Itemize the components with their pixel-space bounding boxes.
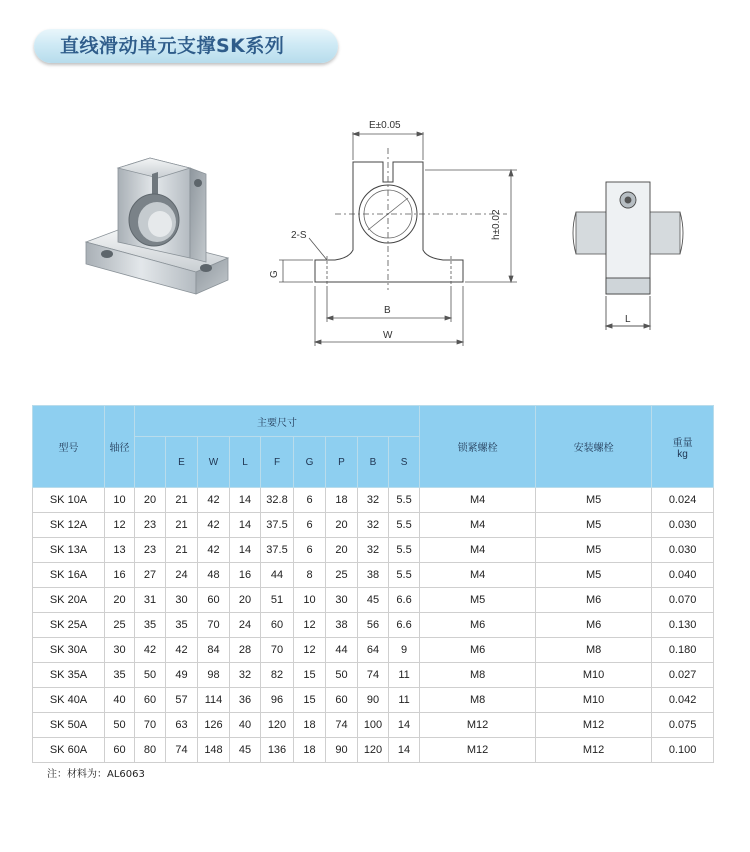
header-shaft: 轴径 — [105, 406, 135, 488]
spec-table-body — [33, 488, 714, 763]
table-cell: 18 — [294, 713, 326, 738]
table-cell: 0.027 — [652, 663, 714, 688]
label-g: G — [269, 270, 280, 278]
header-main-dims: 主要尺寸 — [135, 406, 420, 437]
table-cell: 5.5 — [389, 513, 420, 538]
footnote: 注：材料为：AL6063 — [47, 769, 145, 780]
table-cell: 84 — [198, 638, 230, 663]
table-cell: M4 — [420, 563, 536, 588]
spec-table — [32, 405, 714, 763]
table-cell: 70 — [135, 713, 166, 738]
header-weight — [652, 406, 714, 488]
table-cell: 0.075 — [652, 713, 714, 738]
table-cell: M10 — [536, 663, 652, 688]
table-cell: 35 — [135, 613, 166, 638]
table-cell: M5 — [536, 538, 652, 563]
table-cell: SK 25A — [33, 613, 105, 638]
table-cell: SK 35A — [33, 663, 105, 688]
table-cell: 10 — [294, 588, 326, 613]
table-cell: 9 — [389, 638, 420, 663]
label-h: h±0.02 — [491, 209, 502, 240]
table-row — [33, 563, 714, 588]
table-cell: 32 — [358, 538, 389, 563]
table-cell: 14 — [230, 538, 261, 563]
table-cell: SK 10A — [33, 488, 105, 513]
table-row — [33, 488, 714, 513]
table-cell: 20 — [230, 588, 261, 613]
table-cell: 0.042 — [652, 688, 714, 713]
table-cell: M6 — [420, 638, 536, 663]
table-cell: 70 — [198, 613, 230, 638]
table-cell: 14 — [230, 488, 261, 513]
table-cell: 35 — [166, 613, 198, 638]
table-cell: 0.040 — [652, 563, 714, 588]
table-cell: 10 — [105, 488, 135, 513]
table-cell: 90 — [358, 688, 389, 713]
table-cell: 20 — [135, 488, 166, 513]
table-cell: 74 — [166, 738, 198, 763]
table-cell: 60 — [135, 688, 166, 713]
table-cell: 32 — [358, 513, 389, 538]
header-weight-unit: kg — [677, 448, 688, 460]
table-cell: 18 — [326, 488, 358, 513]
table-cell: M8 — [536, 638, 652, 663]
table-cell: 25 — [326, 563, 358, 588]
page-title: 直线滑动单元支撑SK系列 — [60, 35, 285, 57]
table-cell: 38 — [326, 613, 358, 638]
table-cell: SK 30A — [33, 638, 105, 663]
header-dim-s: S — [389, 437, 420, 488]
table-cell: M10 — [536, 688, 652, 713]
table-cell: 32 — [230, 663, 261, 688]
table-cell: 23 — [135, 538, 166, 563]
header-dim-blank — [135, 437, 166, 488]
table-cell: 120 — [261, 713, 294, 738]
table-row — [33, 713, 714, 738]
table-cell: 31 — [135, 588, 166, 613]
front-view-drawing — [265, 110, 555, 355]
table-cell: 16 — [230, 563, 261, 588]
label-l: L — [625, 314, 631, 325]
table-cell: SK 16A — [33, 563, 105, 588]
table-cell: 32 — [358, 488, 389, 513]
table-cell: 42 — [198, 513, 230, 538]
table-cell: 6 — [294, 513, 326, 538]
table-cell: 44 — [261, 563, 294, 588]
table-cell: 14 — [230, 513, 261, 538]
table-cell: 36 — [230, 688, 261, 713]
table-cell: 57 — [166, 688, 198, 713]
table-cell: 100 — [358, 713, 389, 738]
header-dim-l: L — [230, 437, 261, 488]
table-cell: 5.5 — [389, 538, 420, 563]
table-cell: 96 — [261, 688, 294, 713]
table-cell: M5 — [536, 488, 652, 513]
table-cell: 45 — [358, 588, 389, 613]
table-cell: 20 — [105, 588, 135, 613]
table-cell: 0.180 — [652, 638, 714, 663]
table-cell: 56 — [358, 613, 389, 638]
table-cell: 21 — [166, 488, 198, 513]
label-e: E±0.05 — [369, 120, 401, 131]
table-cell: M4 — [420, 538, 536, 563]
table-cell: M6 — [420, 613, 536, 638]
table-cell: 21 — [166, 538, 198, 563]
table-cell: M12 — [536, 713, 652, 738]
table-cell: 30 — [105, 638, 135, 663]
table-cell: 20 — [326, 538, 358, 563]
table-cell: 0.030 — [652, 538, 714, 563]
table-cell: 42 — [198, 488, 230, 513]
table-cell: 27 — [135, 563, 166, 588]
table-cell: 13 — [105, 538, 135, 563]
table-cell: 50 — [135, 663, 166, 688]
table-cell: 50 — [326, 663, 358, 688]
table-cell: 15 — [294, 663, 326, 688]
table-cell: 5.5 — [389, 488, 420, 513]
table-cell: M4 — [420, 513, 536, 538]
table-cell: M5 — [420, 588, 536, 613]
table-cell: 8 — [294, 563, 326, 588]
table-cell: 18 — [294, 738, 326, 763]
table-cell: 74 — [326, 713, 358, 738]
table-row — [33, 538, 714, 563]
header-lock-bolt: 锁紧螺栓 — [420, 406, 536, 488]
table-cell: 42 — [166, 638, 198, 663]
table-cell: M5 — [536, 513, 652, 538]
table-row — [33, 588, 714, 613]
table-cell: 80 — [135, 738, 166, 763]
table-cell: 12 — [294, 638, 326, 663]
table-cell: 5.5 — [389, 563, 420, 588]
table-cell: M8 — [420, 688, 536, 713]
table-cell: SK 12A — [33, 513, 105, 538]
table-row — [33, 513, 714, 538]
table-cell: M12 — [420, 738, 536, 763]
table-cell: 21 — [166, 513, 198, 538]
table-cell: SK 40A — [33, 688, 105, 713]
table-cell: 98 — [198, 663, 230, 688]
table-cell: 20 — [326, 513, 358, 538]
table-cell: M6 — [536, 588, 652, 613]
header-model: 型号 — [33, 406, 105, 488]
table-cell: 40 — [105, 688, 135, 713]
header-dim-g: G — [294, 437, 326, 488]
header-dim-w: W — [198, 437, 230, 488]
table-row — [33, 638, 714, 663]
table-cell: 82 — [261, 663, 294, 688]
table-cell: 12 — [105, 513, 135, 538]
table-cell: 44 — [326, 638, 358, 663]
table-cell: 120 — [358, 738, 389, 763]
table-row — [33, 663, 714, 688]
header-dim-p: P — [326, 437, 358, 488]
table-cell: 12 — [294, 613, 326, 638]
table-cell: 11 — [389, 663, 420, 688]
table-cell: 32.8 — [261, 488, 294, 513]
table-cell: 60 — [105, 738, 135, 763]
table-cell: 42 — [198, 538, 230, 563]
table-row — [33, 688, 714, 713]
table-cell: 37.5 — [261, 513, 294, 538]
table-cell: 48 — [198, 563, 230, 588]
label-w: W — [383, 330, 393, 341]
table-cell: 16 — [105, 563, 135, 588]
table-cell: 0.030 — [652, 513, 714, 538]
table-cell: M5 — [536, 563, 652, 588]
table-cell: 23 — [135, 513, 166, 538]
table-row — [33, 738, 714, 763]
table-cell: 49 — [166, 663, 198, 688]
label-b: B — [384, 305, 391, 316]
table-cell: 90 — [326, 738, 358, 763]
header-dim-f: F — [261, 437, 294, 488]
table-cell: 11 — [389, 688, 420, 713]
table-cell: 24 — [230, 613, 261, 638]
table-cell: 24 — [166, 563, 198, 588]
header-dim-b: B — [358, 437, 389, 488]
table-cell: 37.5 — [261, 538, 294, 563]
table-cell: 70 — [261, 638, 294, 663]
table-cell: 28 — [230, 638, 261, 663]
table-cell: 14 — [389, 713, 420, 738]
table-cell: 42 — [135, 638, 166, 663]
table-cell: 38 — [358, 563, 389, 588]
table-row — [33, 613, 714, 638]
table-cell: 60 — [261, 613, 294, 638]
table-cell: 14 — [389, 738, 420, 763]
table-cell: 0.100 — [652, 738, 714, 763]
table-cell: SK 50A — [33, 713, 105, 738]
table-cell: 25 — [105, 613, 135, 638]
table-cell: 35 — [105, 663, 135, 688]
table-cell: M12 — [536, 738, 652, 763]
table-cell: 0.130 — [652, 613, 714, 638]
side-view-drawing — [568, 170, 688, 340]
table-cell: SK 60A — [33, 738, 105, 763]
table-cell: M8 — [420, 663, 536, 688]
table-cell: SK 20A — [33, 588, 105, 613]
table-cell: M6 — [536, 613, 652, 638]
table-cell: 60 — [198, 588, 230, 613]
label-s: 2-S — [291, 230, 307, 241]
table-cell: SK 13A — [33, 538, 105, 563]
table-cell: 45 — [230, 738, 261, 763]
table-cell: 126 — [198, 713, 230, 738]
table-cell: 136 — [261, 738, 294, 763]
table-cell: 40 — [230, 713, 261, 738]
product-photo — [78, 150, 238, 315]
header-dim-e: E — [166, 437, 198, 488]
table-cell: 64 — [358, 638, 389, 663]
table-cell: 74 — [358, 663, 389, 688]
table-cell: 30 — [166, 588, 198, 613]
table-cell: 0.070 — [652, 588, 714, 613]
table-cell: 114 — [198, 688, 230, 713]
table-cell: 6.6 — [389, 588, 420, 613]
table-cell: 60 — [326, 688, 358, 713]
table-cell: 6 — [294, 488, 326, 513]
table-cell: 148 — [198, 738, 230, 763]
table-cell: 6.6 — [389, 613, 420, 638]
table-cell: 30 — [326, 588, 358, 613]
table-cell: 15 — [294, 688, 326, 713]
header-mount-bolt: 安装螺栓 — [536, 406, 652, 488]
table-cell: M4 — [420, 488, 536, 513]
table-cell: 50 — [105, 713, 135, 738]
header-weight-label: 重量 — [672, 437, 693, 449]
table-cell: 0.024 — [652, 488, 714, 513]
table-cell: M12 — [420, 713, 536, 738]
table-cell: 6 — [294, 538, 326, 563]
table-cell: 51 — [261, 588, 294, 613]
table-cell: 63 — [166, 713, 198, 738]
